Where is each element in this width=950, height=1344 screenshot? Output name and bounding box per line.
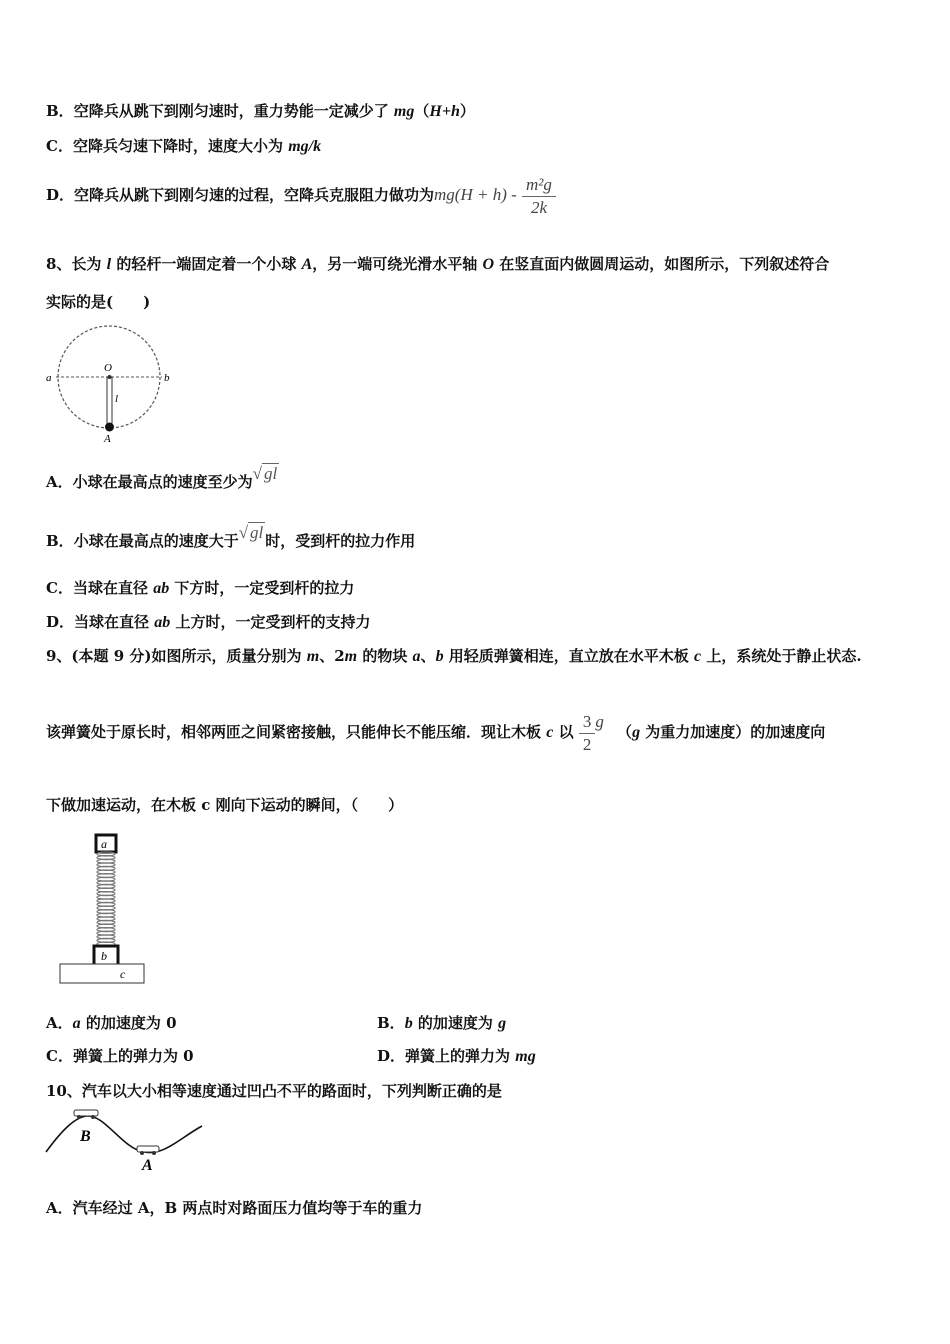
pivot-point bbox=[108, 375, 112, 379]
q8-stem: 8、长为 l 的轻杆一端固定着一个小球 A，另一端可绕光滑水平轴 O 在竖直面内做圆周运动，如图所示，下列叙述符合 bbox=[46, 255, 830, 273]
q10-stem: 10、汽车以大小相等速度通过凹凸不平的路面时，下列判断正确的是 bbox=[46, 1082, 502, 1100]
q10-road-figure bbox=[44, 1108, 206, 1174]
q9-option-b: B．b 的加速度为 g bbox=[377, 1014, 507, 1032]
q10-option-a: A．汽车经过 A，B 两点时对路面压力值均等于车的重力 bbox=[46, 1199, 423, 1217]
q9-stem: 9、(本题 9 分)如图所示，质量分别为 m、2m 的物块 a、b 用轻质弹簧相连，直立放在水平木板 c 上，系统处于静止状态. bbox=[46, 647, 862, 665]
q8-circle-figure bbox=[44, 322, 178, 446]
q9-option-c: C．弹簧上的弹力为 0 bbox=[46, 1047, 194, 1065]
label-A: A bbox=[142, 1157, 153, 1174]
q7-option-c: C．空降兵匀速下降时，速度大小为 mg/k bbox=[46, 137, 322, 155]
q8-option-a: A．小球在最高点的速度至少为√ gl bbox=[46, 464, 278, 491]
spring bbox=[97, 852, 115, 946]
label-B: B bbox=[80, 1128, 91, 1145]
road-curve bbox=[46, 1116, 202, 1153]
car-at-A bbox=[137, 1146, 159, 1155]
q8-stem-line2: 实际的是( ) bbox=[46, 293, 151, 311]
q8-option-d: D．当球在直径 ab 上方时，一定受到杆的支持力 bbox=[46, 613, 371, 631]
q7-d-fraction: $\frac{\text{m²g}}{2k}$ bbox=[522, 174, 556, 219]
label-block-a: a bbox=[101, 837, 107, 851]
q9-stem-line2: 该弹簧处于原长时，相邻两匝之间紧密接触，只能伸长不能压缩．现让木板 c 以 $\frac{3}{2}$ g （g 为重力加速度）的加速度向 bbox=[46, 711, 826, 754]
label-O: O bbox=[104, 362, 112, 374]
board-c bbox=[60, 964, 144, 983]
q8-option-c: C．当球在直径 ab 下方时，一定受到杆的拉力 bbox=[46, 579, 355, 597]
label-l: l bbox=[115, 393, 119, 405]
rod bbox=[107, 377, 112, 426]
label-a: a bbox=[46, 372, 52, 384]
q7-option-b: B．空降兵从跳下到刚匀速时，重力势能一定减少了 mg（H+h） bbox=[46, 102, 475, 120]
label-b: b bbox=[164, 372, 170, 384]
q9-stem-line3: 下做加速运动，在木板 c 刚向下运动的瞬间，（ ） bbox=[46, 796, 404, 814]
label-board-c: c bbox=[120, 967, 126, 981]
q8-option-b: B．小球在最高点的速度大于√ gl 时，受到杆的拉力作用 bbox=[46, 523, 416, 550]
q9-option-a: A．a 的加速度为 0 bbox=[46, 1014, 177, 1032]
q9-fraction: $\frac{3}{2}$ bbox=[579, 711, 596, 756]
q9-spring-figure bbox=[56, 830, 150, 988]
car-at-B bbox=[74, 1110, 98, 1119]
label-A: A bbox=[104, 433, 111, 445]
label-block-b: b bbox=[101, 949, 107, 963]
ball bbox=[105, 423, 114, 432]
q7-option-d: D．空降兵从跳下到刚匀速的过程，空降兵克服阻力做功为mg(H + h) - $\frac{\text{m²g}}{2k}$ bbox=[46, 172, 556, 219]
q9-option-d: D．弹簧上的弹力为 mg bbox=[377, 1047, 536, 1065]
